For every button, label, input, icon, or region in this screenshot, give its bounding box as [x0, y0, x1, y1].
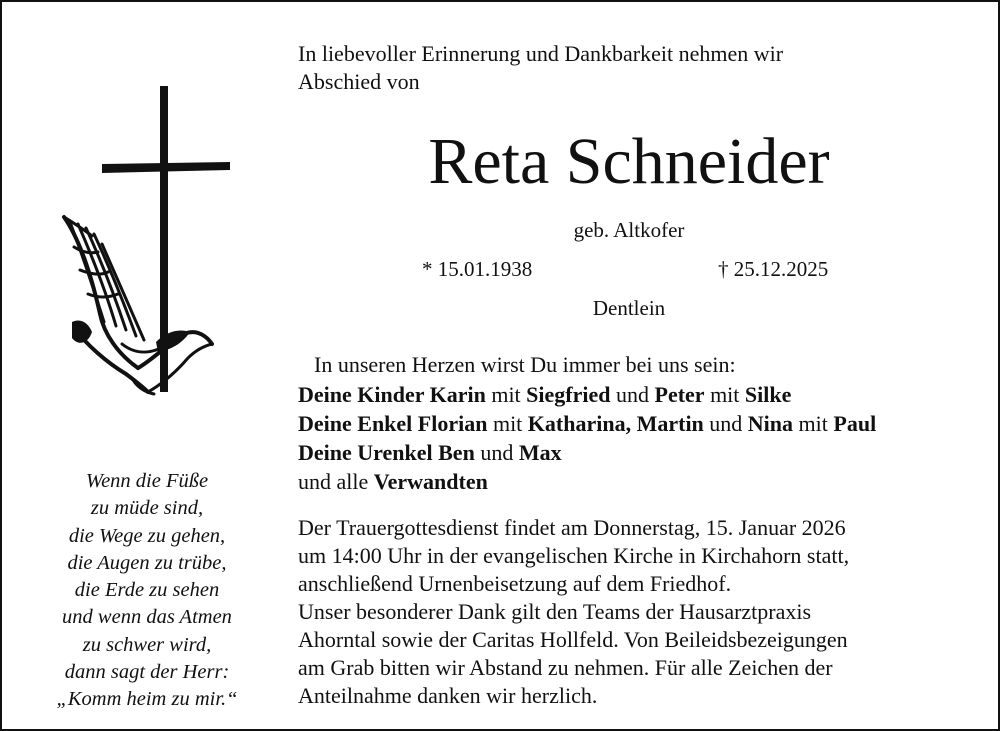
mourners-children	[298, 380, 978, 409]
mourners-grandchildren	[298, 409, 978, 438]
poem-line: „Komm heim zu mir.“	[56, 688, 238, 711]
mourner-name: Deine Kinder Karin	[298, 382, 486, 407]
intro-text	[298, 40, 978, 96]
poem-line: die Wege zu gehen,	[68, 524, 226, 547]
intro-line: In liebevoller Erinnerung und Dankbarkeit nehmen wir	[298, 41, 784, 66]
poem-line: die Erde zu sehen	[74, 579, 220, 602]
mourners-list	[298, 380, 978, 496]
poem-line: zu müde sind,	[90, 497, 204, 520]
connector-word: mit	[710, 382, 740, 407]
mourners-relatives	[298, 467, 978, 496]
mourner-name: Peter	[654, 382, 705, 407]
service-line: Anteilnahme danken wir herzlich.	[298, 683, 598, 708]
connector-word: mit	[798, 411, 828, 436]
connector-word: und	[709, 411, 743, 436]
service-line: Der Trauergottesdienst findet am Donnerstag, 15. Januar 2026	[298, 515, 846, 540]
service-line: Ahorntal sowie der Caritas Hollfeld. Von Beileidsbezeigungen	[298, 627, 848, 652]
service-line: am Grab bitten wir Abstand zu nehmen. Für alle Zeichen der	[298, 655, 833, 680]
service-line: Unser besonderer Dank gilt den Teams der Hausarztpraxis	[298, 599, 812, 624]
birth-date: * 15.01.1938	[422, 257, 533, 281]
intro-line: Abschied von	[298, 69, 420, 94]
poem-line: die Augen zu trübe,	[67, 551, 227, 574]
praying-hands-icon	[64, 217, 212, 394]
deceased-name: Reta Schneider	[428, 125, 830, 198]
hearts-line: In unseren Herzen wirst Du immer bei uns sein:	[314, 352, 736, 377]
mourner-name: Deine Enkel Florian	[298, 411, 488, 436]
emblem	[52, 82, 242, 402]
mourner-name: Siegfried	[526, 382, 611, 407]
mourner-name: Verwandten	[373, 469, 488, 494]
poem	[22, 468, 272, 714]
mourner-name: Silke	[744, 382, 792, 407]
service-line: anschließend Urnenbeisetzung auf dem Friedhof.	[298, 571, 732, 596]
mourner-name: Nina	[747, 411, 794, 436]
poem-line: zu schwer wird,	[82, 633, 212, 656]
connector-word: und	[480, 440, 514, 465]
mourner-name: Max	[518, 440, 562, 465]
mourner-name: Paul	[833, 411, 877, 436]
connector-word: mit	[491, 382, 521, 407]
connector-word: mit	[492, 411, 523, 436]
mourner-name: Katharina, Martin	[527, 411, 704, 436]
death-date: † 25.12.2025	[718, 257, 829, 281]
connector-word: und alle	[298, 469, 369, 494]
service-details	[298, 514, 978, 710]
connector-word: und	[616, 382, 649, 407]
poem-line: dann sagt der Herr:	[64, 661, 230, 684]
mourners-great-grandchildren	[298, 438, 978, 467]
poem-line: und wenn das Atmen	[62, 606, 232, 629]
poem-line: Wenn die Füße	[85, 470, 209, 492]
home-place: Dentlein	[592, 296, 666, 320]
mourner-name: Deine Urenkel Ben	[298, 440, 475, 465]
service-line: um 14:00 Uhr in der evangelischen Kirche in Kirchahorn statt,	[298, 543, 850, 568]
maiden-name: geb. Altkofer	[573, 218, 685, 242]
